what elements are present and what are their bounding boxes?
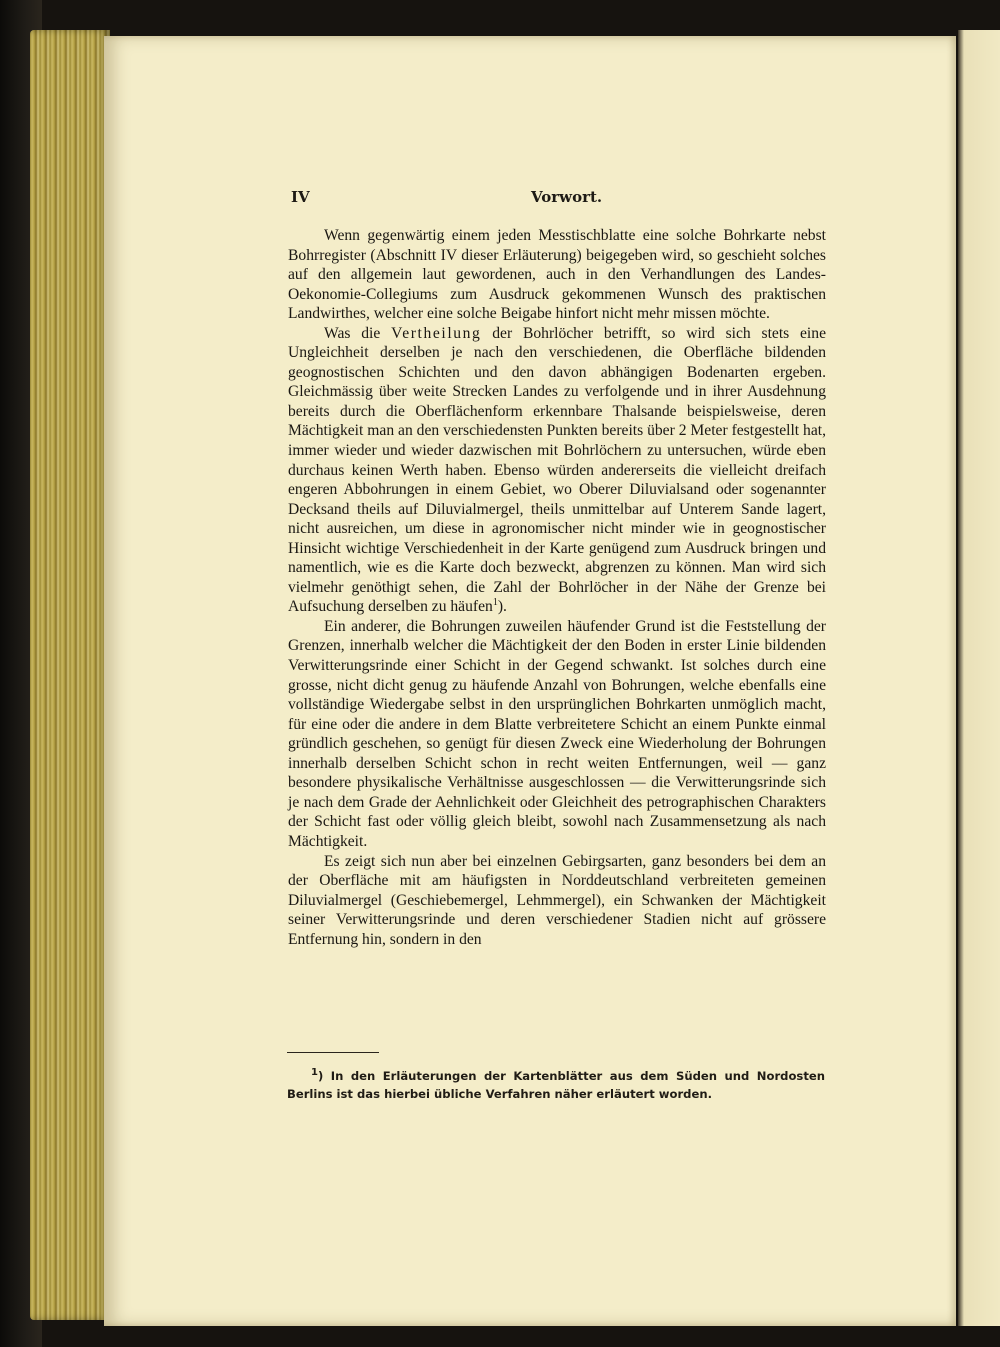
paragraph-2-end: ). [497, 598, 507, 616]
emphasis-vertheilung: Vertheilung [391, 324, 482, 342]
paragraph-3: Ein anderer, die Bohrungen zuweilen häufender Grund ist die Feststellung der Grenzen, innerhalb welcher die Mächtigkeit der den Boden in erster Linie bildenden Verwitterungsrinde einer Schicht in der Gegend schwankt. Ist solches durch eine grosse, nicht dicht genug zu häufende Anzahl von Bohrungen, welche ebenfalls eine vollständige Wiedergabe selbst in den ursprünglichen Bohrkarten unmöglich macht, für eine oder die andere in dem Blatte verbreitetere Schicht an einem Punkte einmal gründlich geschehen, so genügt für diesen Zweck eine Wiederholung der Bohrungen innerhalb derselben Schicht schon in recht weiten Entfernungen, weil — ganz besondere physikalische Verhältnisse ausgeschlossen — die Verwitterungsrinde sich je nach dem Grade der Aehnlichkeit oder Gleichheit des petrographischen Charakters der Schicht fast oder völlig gleich bleibt, sowohl nach Zusammensetzung als nach Mächtigkeit. [288, 617, 826, 850]
facing-page-edge [958, 30, 1000, 1326]
page-number: IV [291, 188, 310, 206]
footnote-rule [287, 1052, 379, 1053]
running-head [291, 188, 827, 212]
footnote-reference: 1 [492, 597, 498, 609]
paragraph-1: Wenn gegenwärtig einem jeden Messtischblatte eine solche Bohrkarte nebst Bohrregister (Abschnitt IV dieser Erläuterung) beigegeben wird, so geschieht solches auf den allgemein laut gewordenen, auch in den Verhandlungen des Landes-Oekonomie-Collegiums zum Ausdruck gekommenen Wunsch des praktischen Landwirthes, welcher eine solche Beigabe hinfort nicht mehr missen möchte. [288, 227, 826, 323]
page-title: Vorwort. [531, 188, 603, 206]
paragraph-2-text: der Bohrlöcher betrifft, so wird sich stets eine Ungleichheit derselben je nach den verschiedenen, die Oberfläche bildenden geognostischen Schichten und den davon abhängigen Bodenarten ergeben. Gleichmässig über weite Strecken Landes zu verfolgende und in ihrer Ausdehnung bereits durch die Oberflächenform erkennbare Thalsande beispielsweise, deren Mächtigkeit man an den verschiedensten Punkten bereits über 2 Meter festgestellt hat, immer wieder und wieder dazwischen mit Bohrlöchern zu untersuchen, würde eben durchaus keinen Werth haben. Ebenso würden andererseits die vielleicht dreifach engeren Abbohrungen in einem Gebiet, wo Oberer Diluvialsand oder sogenannter Decksand theils auf Diluvialmergel, theils unmittelbar auf Unterem Sande lagert, nicht ausreichen, um diese in agronomischer nicht minder wie in geognostischer Hinsicht wichtige Verschiedenheit in der Karte genügend zum Ausdruck bringen und namentlich, wie es die Karte doch bezweckt, abgrenzen zu können. Man wird sich vielmehr genöthigt sehen, die Zahl der Bohrlöcher in der Nähe der Grenze bei Aufsuchung derselben zu häufen [288, 324, 826, 616]
body-text [288, 226, 826, 949]
paragraph-2 [288, 324, 826, 617]
paragraph-4: Es zeigt sich nun aber bei einzelnen Gebirgsarten, ganz besonders bei dem an der Oberfläche mit am häufigsten in Norddeutschland verbreiteten gemeinen Diluvialmergel (Geschiebemergel, Lehmmergel), ein Schwanken der Mächtigkeit seiner Verwitterungsrinde und deren verschiedener Stadien nicht auf grössere Entfernung hin, sondern in den [288, 852, 826, 948]
paragraph-2-start: Was die [324, 324, 381, 342]
footnote [287, 1068, 825, 1103]
footnote-marker: 1 [311, 1067, 318, 1079]
page-edges [30, 30, 110, 1320]
footnote-text: ) In den Erläuterungen der Kartenblätter aus dem Süden und Nordosten Berlins ist das hierbei übliche Verfahren näher erläutert worden. [287, 1069, 825, 1101]
